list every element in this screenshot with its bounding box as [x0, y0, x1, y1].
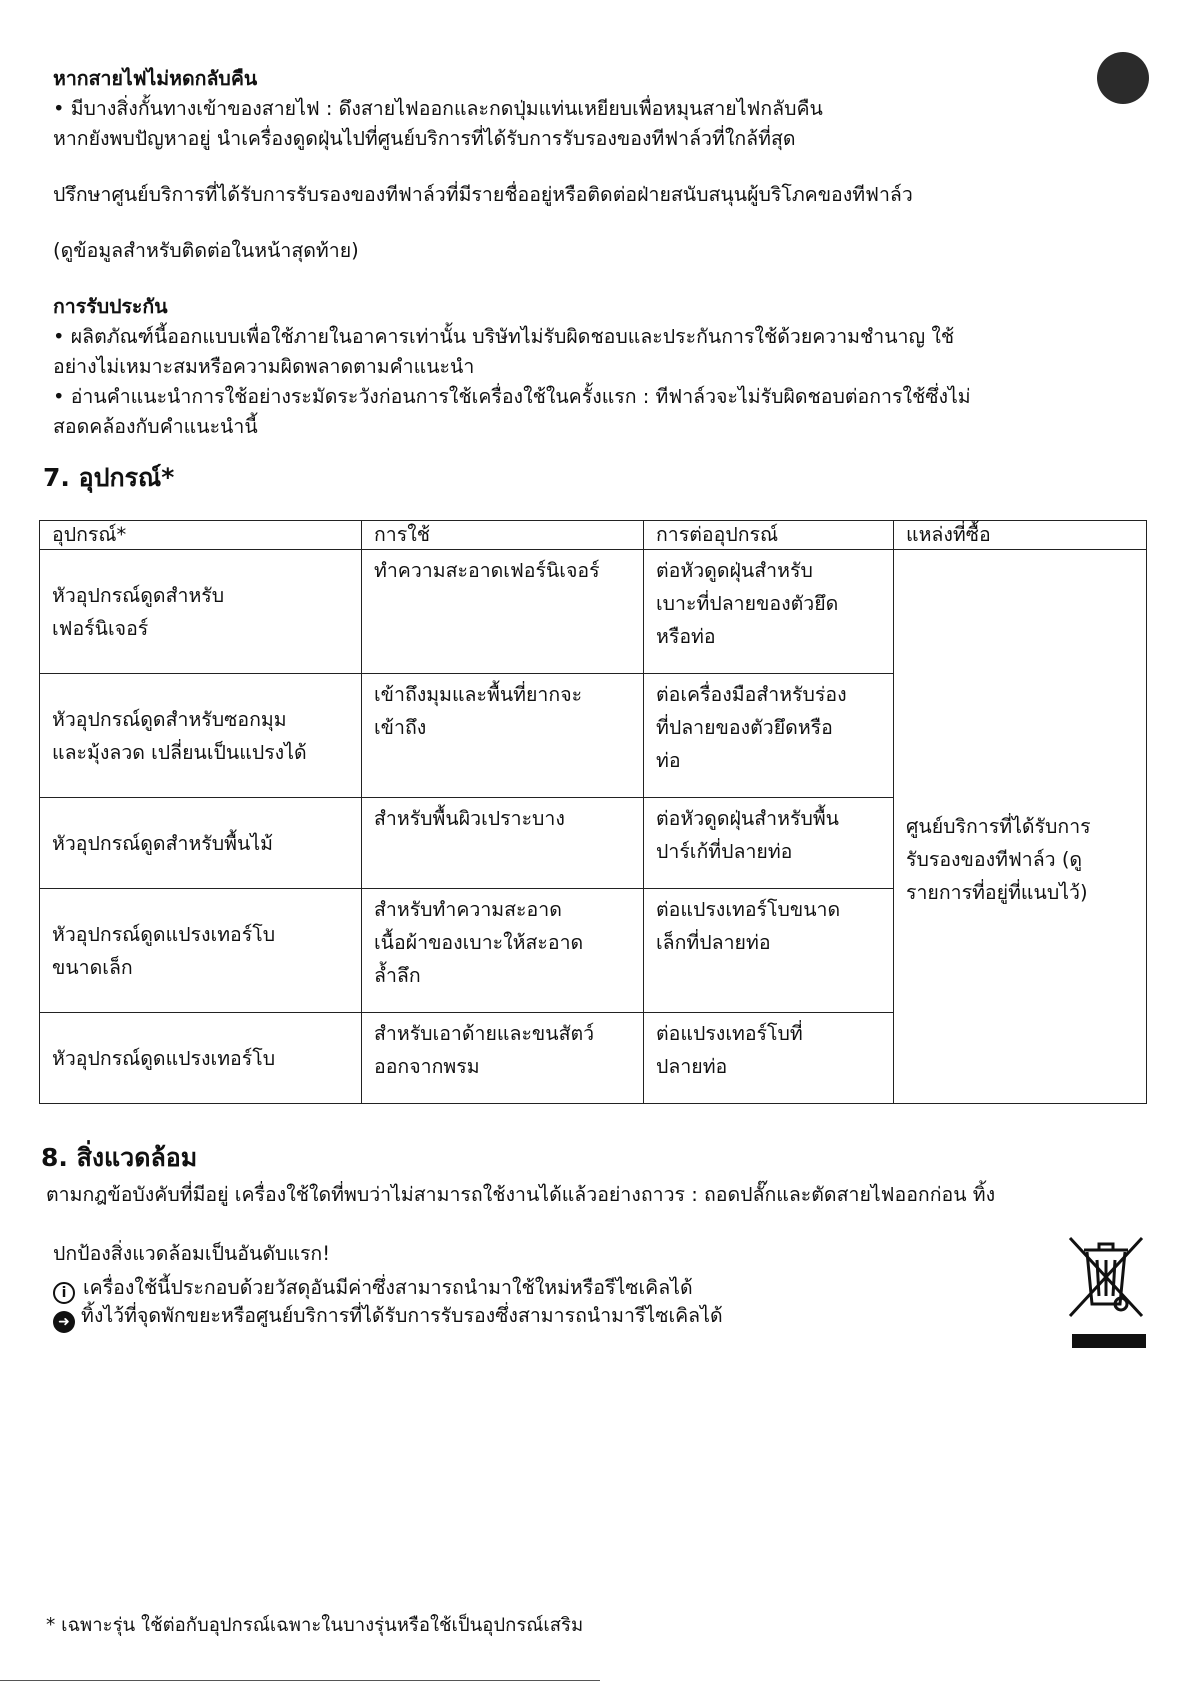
consult-text: ปรึกษาศูนย์บริการที่ได้รับการรับรองของทีฟาล์วที่มีรายชื่ออยู่หรือติดต่อฝ่ายสนับสนุนผู้บริโภคของทีฟาล์ว: [53, 183, 913, 206]
accessory-use: สำหรับพื้นผิวเปราะบาง: [374, 807, 565, 830]
warranty-bullet2-line2: สอดคล้องกับคำแนะนำนี้: [53, 415, 258, 438]
accessory-use-cell: [362, 889, 644, 1013]
accessory-use-cell: [362, 674, 644, 798]
accessory-name-cell: [40, 889, 362, 1013]
warranty-bullet2-line1: • อ่านคำแนะนำการใช้อย่างระมัดระวังก่อนการใช้เครื่องใช้ในครั้งแรก : ทีฟาล์วจะไม่รับผิดชอบต่อการใช้ซึ่งไม่: [53, 385, 971, 408]
accessory-use: ล้ำลึก: [374, 964, 421, 987]
accessory-use: เข้าถึง: [374, 716, 427, 739]
source-text: รับรองของทีฟาล์ว (ดู: [906, 848, 1083, 871]
accessory-connection: ปาร์เก้ที่ปลายท่อ: [656, 840, 793, 863]
troubleshoot-bullet: • มีบางสิ่งกั้นทางเข้าของสายไฟ : ดึงสายไฟออกและกดปุ่มแท่นเหยียบเพื่อหมุนสายไฟกลับคืน: [53, 97, 823, 120]
footnote: * เฉพาะรุ่น ใช้ต่อกับอุปกรณ์เฉพาะในบางรุ่นหรือใช้เป็นอุปกรณ์เสริม: [46, 1615, 584, 1636]
environment-info-text: เครื่องใช้นี้ประกอบด้วยวัสดุอันมีค่าซึ่งสามารถนำมาใช้ใหม่หรือรีไซเคิลได้: [83, 1276, 693, 1299]
accessory-connection: หรือท่อ: [656, 625, 716, 648]
accessory-connection: ปลายท่อ: [656, 1055, 728, 1078]
environment-dropoff-line: [53, 1302, 723, 1333]
accessory-name-cell: [40, 550, 362, 674]
bottom-rule: [0, 1680, 600, 1681]
accessory-name: เฟอร์นิเจอร์: [52, 616, 149, 640]
accessory-connection: ที่ปลายของตัวยึดหรือ: [656, 716, 833, 739]
accessory-name-cell: [40, 1013, 362, 1104]
accessories-heading: 7. อุปกรณ์*: [43, 463, 175, 492]
troubleshoot-line: หากยังพบปัญหาอยู่ นำเครื่องดูดฝุ่นไปที่ศูนย์บริการที่ได้รับการรับรองของทีฟาล์วที่ใกล้ที่สุด: [53, 127, 796, 150]
accessory-name-cell: [40, 798, 362, 889]
accessory-connection: ต่อแปรงเทอร์โบที่: [656, 1022, 803, 1045]
accessory-use: สำหรับเอาด้ายและขนสัตว์: [374, 1022, 595, 1045]
accessory-connection-cell: [644, 674, 894, 798]
troubleshoot-heading: หากสายไฟไม่หดกลับคืน: [53, 67, 258, 90]
environment-text: ตามกฎข้อบังคับที่มีอยู่ เครื่องใช้ใดที่พบว่าไม่สามารถใช้งานได้แล้วอย่างถาวร : ถอดปลั๊กและตัดสายไฟออกก่อน ทิ้ง: [46, 1183, 996, 1206]
accessory-connection: ต่อหัวดูดฝุ่นสำหรับ: [656, 559, 813, 582]
table-row: [40, 550, 1147, 674]
accessory-connection: ท่อ: [656, 749, 681, 772]
column-header: การใช้: [362, 521, 644, 550]
accessory-name-cell: [40, 674, 362, 798]
accessory-use-cell: [362, 550, 644, 674]
accessory-use: เนื้อผ้าของเบาะให้สะอาด: [374, 931, 584, 954]
accessory-connection: เล็กที่ปลายท่อ: [656, 931, 771, 954]
accessory-connection: ต่อเครื่องมือสำหรับร่อง: [656, 683, 847, 706]
accessories-table: [39, 520, 1147, 1104]
accessory-name: หัวอุปกรณ์ดูดสำหรับพื้นไม้: [52, 831, 273, 855]
accessory-use: ออกจากพรม: [374, 1055, 480, 1078]
accessory-name: และมุ้งลวด เปลี่ยนเป็นแปรงได้: [52, 740, 307, 764]
source-text: ศูนย์บริการที่ได้รับการ: [906, 815, 1091, 838]
info-icon: i: [53, 1282, 75, 1304]
accessory-connection: ต่อหัวดูดฝุ่นสำหรับพื้น: [656, 807, 840, 830]
accessory-connection-cell: [644, 1013, 894, 1104]
environment-dropoff-text: ทิ้งไว้ที่จุดพักขยะหรือศูนย์บริการที่ได้รับการรับรองซึ่งสามารถนำมารีไซเคิลได้: [81, 1304, 723, 1327]
arrow-right-icon: ➜: [53, 1311, 75, 1333]
environment-info-line: [53, 1274, 693, 1304]
accessory-connection-cell: [644, 889, 894, 1013]
warranty-bullet1-line1: • ผลิตภัณฑ์นี้ออกแบบเพื่อใช้ภายในอาคารเท่านั้น บริษัทไม่รับผิดชอบและประกันการใช้ด้วยความชำนาญ ใช้: [53, 325, 955, 348]
accessory-use: สำหรับทำความสะอาด: [374, 898, 562, 921]
accessory-name: หัวอุปกรณ์ดูดแปรงเทอร์โบ: [52, 1046, 276, 1070]
source-cell: [894, 550, 1147, 1104]
warranty-section: [53, 292, 1131, 442]
warranty-bullet1-line2: อย่างไม่เหมาะสมหรือความผิดพลาดตามคำแนะนำ: [53, 355, 475, 378]
accessory-use-cell: [362, 798, 644, 889]
accessory-connection: เบาะที่ปลายของตัวยึด: [656, 592, 839, 615]
crossed-out-bin-icon: [1066, 1232, 1146, 1352]
table-header-row: [40, 521, 1147, 550]
column-header: อุปกรณ์*: [40, 521, 362, 550]
column-header: แหล่งที่ซื้อ: [894, 521, 1147, 550]
column-header: การต่ออุปกรณ์: [644, 521, 894, 550]
environment-protect-line: ปกป้องสิ่งแวดล้อมเป็นอันดับแรก!: [53, 1242, 331, 1265]
accessory-use: ทำความสะอาดเฟอร์นิเจอร์: [374, 559, 600, 582]
contact-note: (ดูข้อมูลสำหรับติดต่อในหน้าสุดท้าย): [53, 239, 359, 262]
warranty-heading: การรับประกัน: [53, 295, 168, 318]
accessory-use-cell: [362, 1013, 644, 1104]
accessory-connection: ต่อแปรงเทอร์โบขนาด: [656, 898, 841, 921]
accessory-name: หัวอุปกรณ์ดูดแปรงเทอร์โบ: [52, 922, 276, 946]
accessory-use: เข้าถึงมุมและพื้นที่ยากจะ: [374, 683, 583, 706]
accessory-connection-cell: [644, 798, 894, 889]
accessory-name: หัวอุปกรณ์ดูดสำหรับ: [52, 583, 225, 607]
environment-heading: 8. สิ่งแวดล้อม: [41, 1143, 198, 1172]
troubleshoot-section: [53, 64, 1131, 154]
accessory-connection-cell: [644, 550, 894, 674]
accessory-name: ขนาดเล็ก: [52, 955, 133, 979]
source-text: รายการที่อยู่ที่แนบไว้): [906, 881, 1088, 904]
accessory-name: หัวอุปกรณ์ดูดสำหรับซอกมุม: [52, 707, 287, 731]
